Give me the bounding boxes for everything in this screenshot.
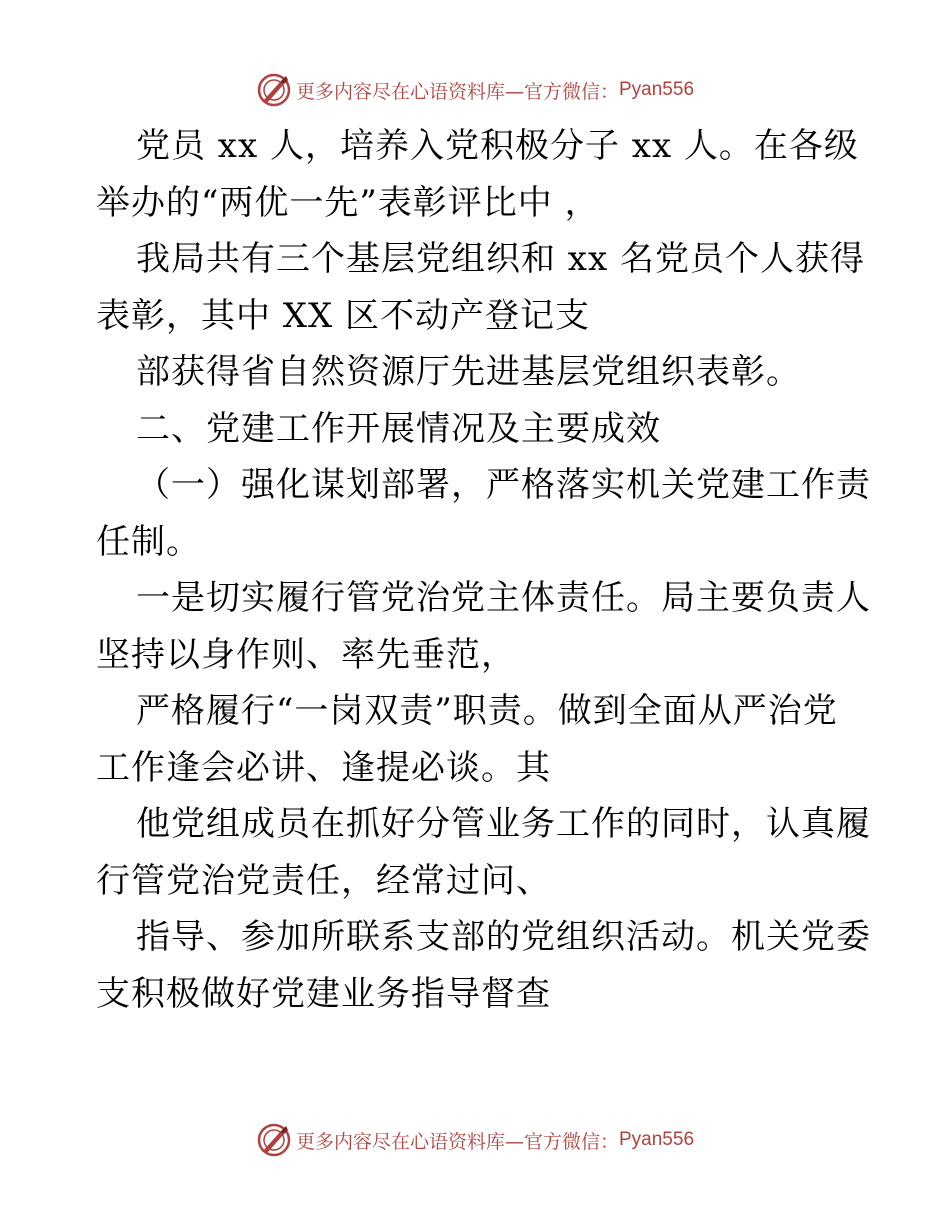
text-line: 任制。 bbox=[96, 521, 201, 562]
text-line: 我局共有三个基层党组织和 xx 名党员个人获得 bbox=[136, 239, 865, 279]
text-line: 支积极做好党建业务指导督查 bbox=[96, 973, 551, 1014]
watermark-separator: —官方微信： bbox=[504, 1130, 619, 1153]
quill-logo-icon bbox=[256, 72, 292, 108]
text-line: 一是切实履行管党治党主体责任。局主要负责人 bbox=[136, 578, 871, 618]
text-line: 严格履行“一岗双责”职责。做到全面从严治党 bbox=[136, 691, 838, 731]
text-line: 举办的“两优一先”表彰评比中 ， bbox=[96, 182, 600, 223]
watermark-wechat-id: Pyan556 bbox=[619, 79, 695, 100]
watermark-separator: —官方微信： bbox=[504, 80, 619, 103]
section-heading: 二、党建工作开展情况及主要成效 bbox=[136, 408, 661, 449]
text-line: 他党组成员在抓好分管业务工作的同时，认真履 bbox=[136, 804, 871, 844]
header-watermark bbox=[0, 70, 950, 110]
watermark-wechat-id: Pyan556 bbox=[619, 1129, 695, 1150]
text-line: 行管党治党责任，经常过问、 bbox=[96, 860, 551, 901]
text-line: 工作逢会必讲、逢提必谈。其 bbox=[96, 747, 551, 788]
quill-logo-icon bbox=[256, 1122, 292, 1158]
text-line: 部获得省自然资源厅先进基层党组织表彰。 bbox=[136, 352, 801, 392]
text-line: 坚持以身作则、率先垂范， bbox=[96, 634, 516, 675]
text-line: 表彰，其中 XX 区不动产登记支 bbox=[96, 295, 591, 336]
watermark-text: 更多内容尽在心语资料库 bbox=[295, 1130, 505, 1153]
text-line: 指导、参加所联系支部的党组织活动。机关党委 bbox=[136, 917, 871, 957]
watermark-text: 更多内容尽在心语资料库 bbox=[295, 80, 505, 103]
subsection-heading: （一）强化谋划部署，严格落实机关党建工作责 bbox=[136, 465, 871, 505]
text-line: 党员 xx 人，培养入党积极分子 xx 人。在各级 bbox=[136, 126, 859, 166]
footer-watermark bbox=[0, 1120, 950, 1160]
document-body bbox=[96, 118, 871, 1022]
